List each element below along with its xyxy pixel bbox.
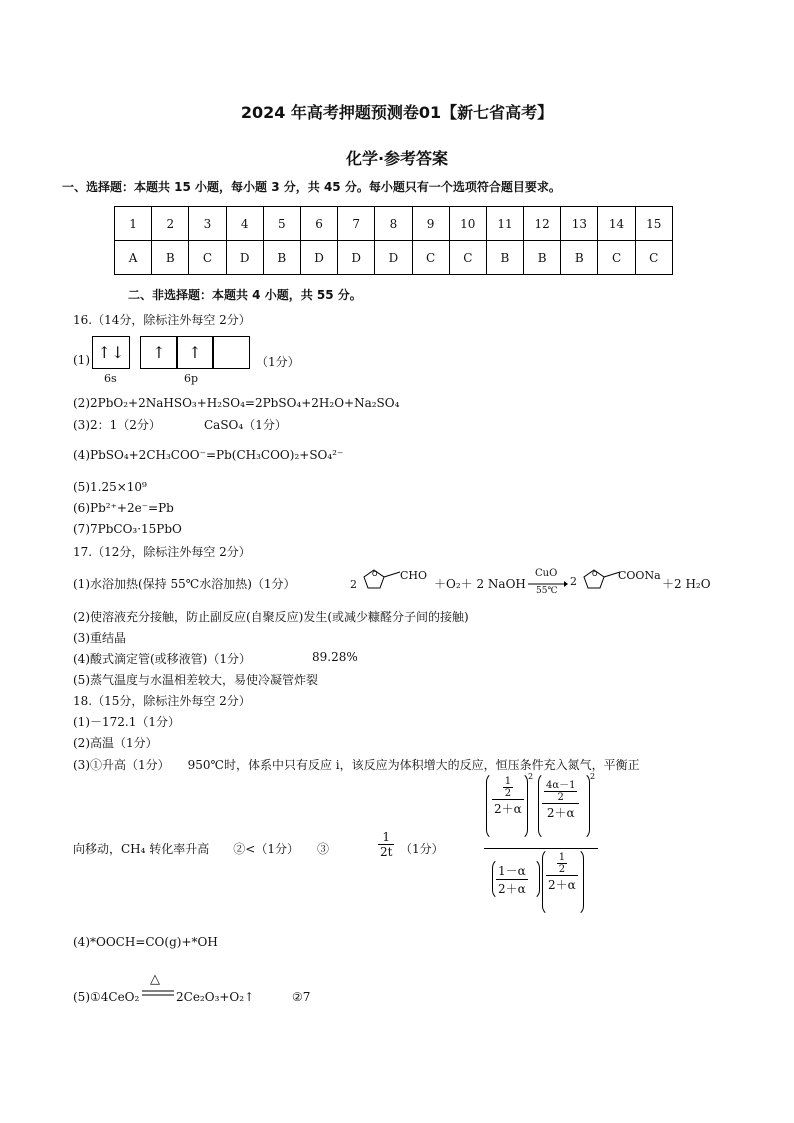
page-title: 2024 年高考押题预测卷01【新七省高考】	[240, 103, 554, 122]
answer-choice-cell: A	[115, 241, 152, 275]
page-subtitle: 化学·参考答案	[345, 149, 449, 168]
answer-number-cell: 7	[338, 207, 375, 241]
q17-part1: (1)水浴加热(保持 55℃水浴加热)（1分）	[73, 577, 296, 591]
q18-part5b: 2Ce₂O₃+O₂↑	[176, 990, 255, 1004]
q18-part5c: ②7	[292, 990, 311, 1004]
eq-catalyst: CuO	[535, 568, 558, 579]
q18-heading: 18.（15分，除标注外每空 2分）	[73, 694, 251, 708]
answer-number-cell: 11	[486, 207, 523, 241]
answer-number-cell: 12	[524, 207, 561, 241]
answer-choice-row	[115, 241, 673, 275]
answer-choice-cell: D	[338, 241, 375, 275]
eq-substituent-1: CHO	[400, 569, 428, 582]
q16-part3a: (3)2：1（2分）	[73, 418, 161, 432]
term-fraction: $\frac{\frac{1}{2}}{2+\alpha}$	[548, 852, 576, 892]
q16-heading: 16.（14分，除标注外每空 2分）	[73, 313, 251, 327]
q17-part4a: (4)酸式滴定管(或移液管)（1分）	[73, 652, 251, 666]
heat-symbol: △	[150, 972, 160, 987]
answer-choice-cell: B	[524, 241, 561, 275]
answer-number-cell: 5	[263, 207, 300, 241]
q18-part3b: 向移动，CH₄ 转化率升高 ②<（1分） ③	[73, 842, 329, 856]
answer-number-cell: 13	[561, 207, 598, 241]
answer-number-cell: 6	[300, 207, 337, 241]
q16-part1-score: （1分）	[256, 355, 300, 369]
q16-part1-label: (1)	[73, 353, 90, 367]
answer-number-cell: 2	[152, 207, 189, 241]
q18-part4: (4)*OOCH=CO(g)+*OH	[73, 935, 218, 949]
eq-temperature: 55℃	[536, 586, 558, 596]
term-fraction: $\frac{1-\alpha}{2+\alpha}$	[498, 864, 526, 896]
q18-part2: (2)高温（1分）	[73, 736, 158, 750]
orbital-label-6p: 6p	[184, 372, 199, 385]
answer-number-cell: 8	[375, 207, 412, 241]
q17-part2: (2)使溶液充分接触，防止副反应(自聚反应)发生(或减少糠醛分子间的接触)	[73, 610, 469, 624]
eq-product-water: ＋2 H₂O	[662, 577, 711, 591]
answer-number-cell: 3	[189, 207, 226, 241]
answer-number-cell: 15	[635, 207, 672, 241]
q16-part6: (6)Pb²⁺+2e⁻=Pb	[73, 501, 174, 515]
q18-part3a: (3)①升高（1分） 950℃时，体系中只有反应 i，该反应为体积增大的反应，恒压条件充入氮气，平衡正	[73, 758, 640, 772]
q16-part2: (2)2PbO₂+2NaHSO₃+H₂SO₄=2PbSO₄+2H₂O+Na₂SO₄	[73, 396, 400, 410]
answer-choice-cell: C	[189, 241, 226, 275]
orbital-box-6p-1: ↑	[140, 336, 178, 369]
q17-part3: (3)重结晶	[73, 631, 126, 645]
answer-choice-cell: D	[300, 241, 337, 275]
equilibrium-expression	[484, 772, 598, 920]
q17-heading: 17.（12分，除标注外每空 2分）	[73, 545, 251, 559]
answer-choice-cell: C	[449, 241, 486, 275]
q18-part3c: （1分）	[400, 842, 444, 856]
exponent: 2	[528, 772, 534, 781]
answer-choice-cell: D	[226, 241, 263, 275]
q18-part1: (1)－172.1（1分）	[73, 715, 180, 729]
answer-choice-cell: C	[635, 241, 672, 275]
fraction-numerator: 1	[378, 830, 394, 845]
svg-text:O: O	[592, 570, 598, 578]
eq-coef-2: 2	[570, 575, 577, 588]
answer-number-cell: 14	[598, 207, 635, 241]
eq-reagents: ＋O₂＋ 2 NaOH	[434, 577, 526, 591]
eq-coef-1: 2	[350, 578, 357, 591]
section-heading-choice: 一、选择题：本题共 15 小题，每小题 3 分，共 45 分。每小题只有一个选项符合题目要求。	[62, 180, 561, 194]
answer-choice-cell: B	[561, 241, 598, 275]
exponent: 2	[590, 772, 596, 781]
q16-part5: (5)1.25×10⁹	[73, 480, 147, 494]
answer-number-row	[115, 207, 673, 241]
answer-choice-cell: C	[598, 241, 635, 275]
answer-choice-cell: C	[412, 241, 449, 275]
answer-choice-cell: D	[375, 241, 412, 275]
term-fraction: $\frac{\frac{1}{2}}{2+\alpha}$	[494, 776, 522, 816]
answer-number-cell: 9	[412, 207, 449, 241]
section-heading-nonchoice: 二、非选择题：本题共 4 小题，共 55 分。	[128, 288, 362, 302]
q18-part5a: (5)①4CeO₂	[73, 990, 140, 1004]
eq-substituent-2: COONa	[618, 569, 661, 582]
answer-choice-cell: B	[263, 241, 300, 275]
answer-choice-cell: B	[486, 241, 523, 275]
q16-part7: (7)7PbCO₃·15PbO	[73, 522, 182, 536]
answer-number-cell: 4	[226, 207, 263, 241]
term-fraction: $\frac{\frac{4\alpha-1}{2}}{2+\alpha}$	[542, 776, 579, 821]
orbital-label-6s: 6s	[104, 372, 117, 385]
q17-part5: (5)蒸气温度与水温相差较大，易使冷凝管炸裂	[73, 673, 318, 687]
svg-text:O: O	[372, 570, 378, 578]
fraction-bar	[484, 848, 598, 849]
orbital-box-6p-3	[212, 336, 250, 369]
answer-table	[114, 206, 673, 275]
orbital-box-6s: ↑↓	[92, 336, 130, 369]
q16-part3b: CaSO₄（1分）	[204, 418, 287, 432]
q17-part4b: 89.28%	[312, 650, 358, 664]
answer-number-cell: 1	[115, 207, 152, 241]
orbital-box-6p-2: ↑	[176, 336, 214, 369]
answer-number-cell: 10	[449, 207, 486, 241]
q18-part3-fraction	[378, 830, 394, 859]
q16-part4: (4)PbSO₄+2CH₃COO⁻=Pb(CH₃COO)₂+SO₄²⁻	[73, 448, 344, 462]
equals-sign-icon	[142, 989, 174, 997]
answer-choice-cell: B	[152, 241, 189, 275]
fraction-denominator: 2t	[380, 845, 393, 859]
